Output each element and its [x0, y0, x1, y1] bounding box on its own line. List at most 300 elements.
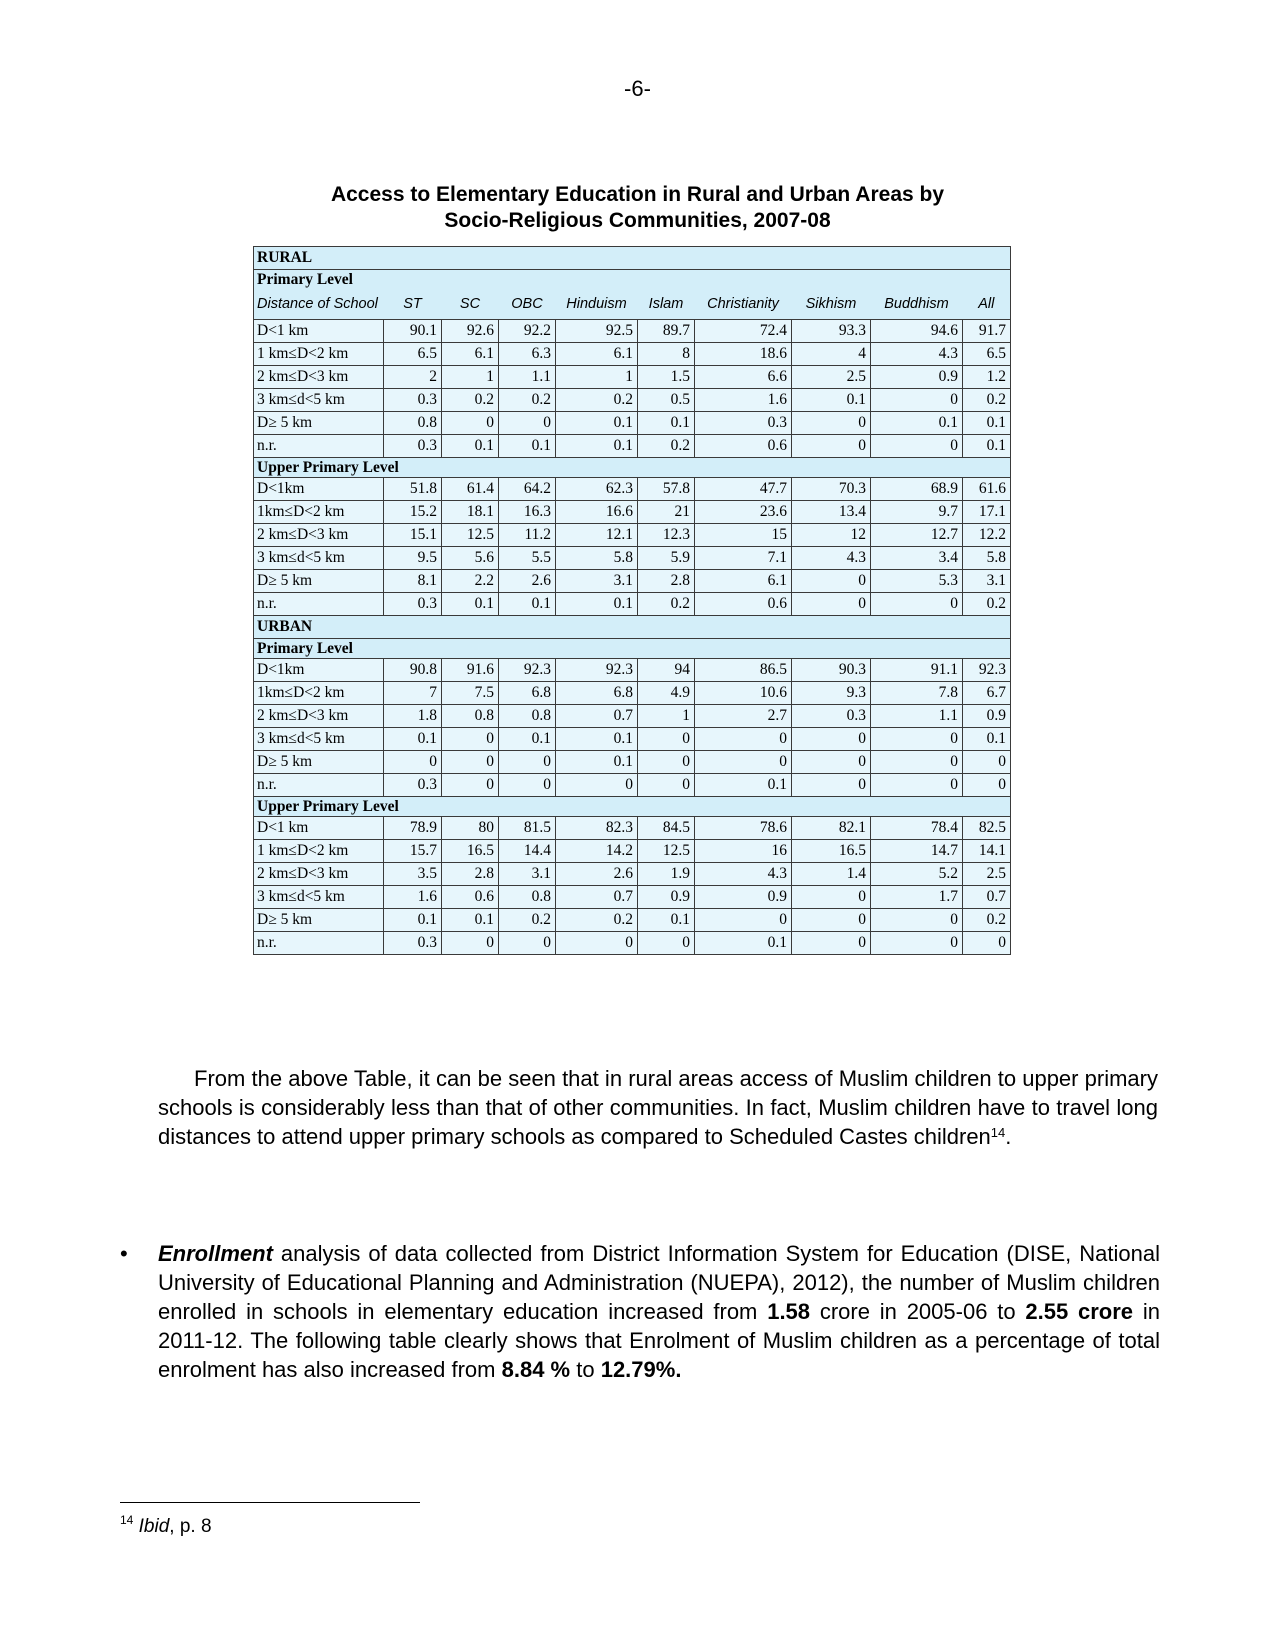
table-cell: 0	[442, 774, 499, 797]
table-cell: 0	[792, 909, 871, 932]
table-cell: 0.2	[499, 909, 556, 932]
table-cell: 18.1	[442, 501, 499, 524]
table-cell: 2.8	[442, 863, 499, 886]
table-row	[254, 705, 1011, 728]
row-label: 2 km≤D<3 km	[254, 366, 384, 389]
table-cell: 5.5	[499, 547, 556, 570]
table-cell: 0	[792, 412, 871, 435]
table-row	[254, 389, 1011, 412]
table-cell: 0	[499, 412, 556, 435]
table-cell: 0	[695, 728, 792, 751]
table-cell: 94	[638, 659, 695, 682]
table-cell: 2.6	[499, 570, 556, 593]
table-cell: 0.3	[384, 435, 442, 458]
table-cell: 5.9	[638, 547, 695, 570]
table-cell: 2.6	[556, 863, 638, 886]
table-cell: 0	[871, 932, 963, 955]
table-cell: 0.6	[695, 435, 792, 458]
table-cell: 0	[871, 728, 963, 751]
table-cell: 0.7	[556, 886, 638, 909]
table-cell: 0.1	[499, 593, 556, 616]
table-cell: 15.7	[384, 840, 442, 863]
table-cell: 1.1	[871, 705, 963, 728]
table-cell: 0	[442, 932, 499, 955]
column-header: Hinduism	[556, 290, 638, 320]
table-cell: 12.1	[556, 524, 638, 547]
table-cell: 8	[638, 343, 695, 366]
level-title: Primary Level	[254, 270, 1011, 290]
table-cell: 0.1	[871, 412, 963, 435]
bullet-text-part3: in 2011-12. The following table clearly shows that Enrolment of Muslim children as a percentage of total enrolment has also increased from	[158, 1299, 1160, 1382]
table-cell: 2.7	[695, 705, 792, 728]
table-cell: 0.1	[442, 909, 499, 932]
table-row	[254, 501, 1011, 524]
table-cell: 0	[871, 435, 963, 458]
table-cell: 0.1	[384, 909, 442, 932]
table-cell: 90.1	[384, 320, 442, 343]
table-cell: 0.1	[556, 593, 638, 616]
table-cell: 0.2	[963, 909, 1011, 932]
table-cell: 0.7	[963, 886, 1011, 909]
table-cell: 13.4	[792, 501, 871, 524]
table-cell: 0.1	[499, 435, 556, 458]
table-cell: 62.3	[556, 478, 638, 501]
table-cell: 0.7	[556, 705, 638, 728]
table-cell: 0	[871, 909, 963, 932]
bullet-enrollment-text	[158, 1239, 1160, 1384]
table-cell: 91.7	[963, 320, 1011, 343]
table-cell: 0.2	[556, 909, 638, 932]
table-cell: 0	[638, 774, 695, 797]
table-cell: 6.5	[963, 343, 1011, 366]
table-cell: 0	[792, 570, 871, 593]
table-cell: 84.5	[638, 817, 695, 840]
table-cell: 82.5	[963, 817, 1011, 840]
table-cell: 0.3	[695, 412, 792, 435]
table-cell: 70.3	[792, 478, 871, 501]
table-cell: 14.1	[963, 840, 1011, 863]
section-title: RURAL	[254, 247, 1011, 270]
table-cell: 0.8	[499, 886, 556, 909]
table-cell: 2	[384, 366, 442, 389]
table-cell: 90.3	[792, 659, 871, 682]
table-row	[254, 570, 1011, 593]
table-row	[254, 840, 1011, 863]
table-row	[254, 863, 1011, 886]
table-row	[254, 320, 1011, 343]
column-header: Christianity	[695, 290, 792, 320]
table-row	[254, 817, 1011, 840]
table-cell: 0.1	[695, 932, 792, 955]
table-cell: 14.4	[499, 840, 556, 863]
row-label: 1 km≤D<2 km	[254, 840, 384, 863]
table-row	[254, 593, 1011, 616]
bullet-lead-word: Enrollment	[158, 1241, 273, 1266]
row-label: 2 km≤D<3 km	[254, 524, 384, 547]
table-row	[254, 366, 1011, 389]
table-cell: 1.2	[963, 366, 1011, 389]
table-cell: 1.4	[792, 863, 871, 886]
row-label: 1 km≤D<2 km	[254, 343, 384, 366]
column-header: Sikhism	[792, 290, 871, 320]
bullet-dot-icon: •	[120, 1241, 128, 1266]
section-title: URBAN	[254, 616, 1011, 639]
table-cell: 0.3	[384, 593, 442, 616]
table-cell: 94.6	[871, 320, 963, 343]
table-cell: 0.1	[963, 412, 1011, 435]
row-label: 1km≤D<2 km	[254, 501, 384, 524]
table-cell: 6.3	[499, 343, 556, 366]
table-title	[250, 182, 1025, 234]
table-cell: 4.3	[871, 343, 963, 366]
bullet-pct-from: 8.84 %	[501, 1357, 571, 1382]
table-cell: 15.2	[384, 501, 442, 524]
table-cell: 1	[556, 366, 638, 389]
table-cell: 0	[638, 728, 695, 751]
table-cell: 7	[384, 682, 442, 705]
row-label: 1km≤D<2 km	[254, 682, 384, 705]
table-cell: 0	[792, 728, 871, 751]
table-cell: 16	[695, 840, 792, 863]
row-label: n.r.	[254, 435, 384, 458]
column-header: All	[963, 290, 1011, 320]
table-cell: 0.2	[556, 389, 638, 412]
table-cell: 1.6	[695, 389, 792, 412]
table-cell: 0.2	[638, 435, 695, 458]
table-cell: 92.3	[556, 659, 638, 682]
table-cell: 0.1	[695, 774, 792, 797]
table-cell: 0.1	[963, 728, 1011, 751]
table-cell: 0	[792, 774, 871, 797]
footnote-number: 14	[120, 1513, 134, 1527]
table-title-line2: Socio-Religious Communities, 2007-08	[444, 209, 831, 232]
table-cell: 1.1	[499, 366, 556, 389]
table-cell: 0.2	[499, 389, 556, 412]
table-cell: 4.3	[792, 547, 871, 570]
level-title: Primary Level	[254, 639, 1011, 659]
table-cell: 0.2	[963, 593, 1011, 616]
table-cell: 0.8	[499, 705, 556, 728]
access-table	[253, 246, 1011, 955]
table-cell: 2.8	[638, 570, 695, 593]
table-cell: 15	[695, 524, 792, 547]
table-cell: 0.1	[638, 412, 695, 435]
table-cell: 64.2	[499, 478, 556, 501]
table-row	[254, 435, 1011, 458]
table-cell: 12	[792, 524, 871, 547]
table-cell: 7.1	[695, 547, 792, 570]
row-label: n.r.	[254, 774, 384, 797]
table-cell: 1.8	[384, 705, 442, 728]
table-cell: 1	[638, 705, 695, 728]
level-title: Upper Primary Level	[254, 458, 1011, 478]
table-cell: 12.3	[638, 524, 695, 547]
table-cell: 0	[695, 909, 792, 932]
table-cell: 0.3	[384, 389, 442, 412]
table-cell: 2.5	[792, 366, 871, 389]
table-cell: 0.2	[963, 389, 1011, 412]
table-row	[254, 682, 1011, 705]
table-cell: 0	[792, 593, 871, 616]
table-cell: 0	[695, 751, 792, 774]
table-cell: 7.8	[871, 682, 963, 705]
table-cell: 6.8	[556, 682, 638, 705]
table-cell: 10.6	[695, 682, 792, 705]
table-cell: 0	[638, 932, 695, 955]
column-header: SC	[442, 290, 499, 320]
table-cell: 0.1	[556, 412, 638, 435]
table-cell: 0.1	[556, 728, 638, 751]
table-row	[254, 886, 1011, 909]
table-cell: 0	[499, 932, 556, 955]
row-label: D<1 km	[254, 320, 384, 343]
table-cell: 0.1	[963, 435, 1011, 458]
bullet-value-2011: 2.55 crore	[1025, 1299, 1134, 1324]
level-title-row	[254, 458, 1011, 478]
table-cell: 0.3	[792, 705, 871, 728]
table-cell: 16.3	[499, 501, 556, 524]
table-cell: 0.1	[499, 728, 556, 751]
table-cell: 15.1	[384, 524, 442, 547]
table-cell: 0	[963, 774, 1011, 797]
table-cell: 0	[871, 774, 963, 797]
table-cell: 0.2	[638, 593, 695, 616]
row-label: 3 km≤d<5 km	[254, 389, 384, 412]
table-cell: 1.5	[638, 366, 695, 389]
table-cell: 14.2	[556, 840, 638, 863]
row-label: D≥ 5 km	[254, 909, 384, 932]
table-cell: 2.2	[442, 570, 499, 593]
table-cell: 4.9	[638, 682, 695, 705]
table-cell: 0.1	[556, 751, 638, 774]
footnote	[120, 1513, 212, 1538]
table-cell: 1.9	[638, 863, 695, 886]
column-header: OBC	[499, 290, 556, 320]
level-title-row	[254, 270, 1011, 290]
page-number: -6-	[624, 76, 651, 101]
table-cell: 0	[871, 593, 963, 616]
table-cell: 9.7	[871, 501, 963, 524]
paragraph-access-end: .	[1005, 1124, 1012, 1149]
level-title: Upper Primary Level	[254, 797, 1011, 817]
table-cell: 16.6	[556, 501, 638, 524]
table-cell: 0	[442, 412, 499, 435]
table-cell: 1.6	[384, 886, 442, 909]
table-cell: 78.6	[695, 817, 792, 840]
table-cell: 0	[556, 932, 638, 955]
table-row	[254, 751, 1011, 774]
bullet-text-part2: crore in 2005-06 to	[810, 1299, 1026, 1324]
table-cell: 11.2	[499, 524, 556, 547]
table-cell: 78.4	[871, 817, 963, 840]
table-cell: 93.3	[792, 320, 871, 343]
level-title-row	[254, 639, 1011, 659]
level-title-row	[254, 797, 1011, 817]
table-cell: 8.1	[384, 570, 442, 593]
row-label: D<1km	[254, 478, 384, 501]
table-row	[254, 728, 1011, 751]
bullet-text-part1: analysis of data collected from District Information System for Education (DISE, National University of Educational Planning and Administration (NUEPA), 2012), the number of Muslim children enrolled in schools in elementary education increased from	[158, 1241, 1160, 1324]
table-cell: 0	[792, 932, 871, 955]
row-label: n.r.	[254, 932, 384, 955]
row-label: 2 km≤D<3 km	[254, 705, 384, 728]
table-cell: 82.1	[792, 817, 871, 840]
table-cell: 2.5	[963, 863, 1011, 886]
table-cell: 9.3	[792, 682, 871, 705]
table-row	[254, 659, 1011, 682]
table-cell: 81.5	[499, 817, 556, 840]
table-cell: 0.9	[695, 886, 792, 909]
table-cell: 0	[499, 774, 556, 797]
table-cell: 0	[792, 435, 871, 458]
table-cell: 0.5	[638, 389, 695, 412]
table-cell: 0	[963, 932, 1011, 955]
table-title-line1: Access to Elementary Education in Rural and Urban Areas by	[330, 183, 945, 206]
table-cell: 16.5	[792, 840, 871, 863]
table-cell: 0	[556, 774, 638, 797]
table-cell: 0.8	[442, 705, 499, 728]
table-cell: 12.5	[442, 524, 499, 547]
table-cell: 91.1	[871, 659, 963, 682]
footnote-source: Ibid	[138, 1516, 170, 1537]
table-row	[254, 478, 1011, 501]
row-label: D≥ 5 km	[254, 570, 384, 593]
table-row	[254, 412, 1011, 435]
row-label: D<1km	[254, 659, 384, 682]
table-cell: 3.1	[556, 570, 638, 593]
table-cell: 0.3	[384, 932, 442, 955]
bullet-enrollment	[120, 1239, 1160, 1384]
table-cell: 0.1	[442, 435, 499, 458]
table-row	[254, 524, 1011, 547]
table-cell: 16.5	[442, 840, 499, 863]
table-cell: 5.8	[556, 547, 638, 570]
table-cell: 0.1	[638, 909, 695, 932]
table-cell: 3.5	[384, 863, 442, 886]
table-cell: 0	[638, 751, 695, 774]
row-label: 3 km≤d<5 km	[254, 886, 384, 909]
row-label: 3 km≤d<5 km	[254, 728, 384, 751]
table-cell: 61.6	[963, 478, 1011, 501]
table-cell: 5.2	[871, 863, 963, 886]
table-cell: 5.3	[871, 570, 963, 593]
table-cell: 0	[499, 751, 556, 774]
table-row	[254, 909, 1011, 932]
table-cell: 4	[792, 343, 871, 366]
column-header: Buddhism	[871, 290, 963, 320]
table-cell: 80	[442, 817, 499, 840]
footnote-rest: , p. 8	[169, 1516, 212, 1537]
bullet-text-part4: to	[570, 1357, 601, 1382]
table-cell: 0	[963, 751, 1011, 774]
table-cell: 92.3	[499, 659, 556, 682]
table-cell: 0	[442, 728, 499, 751]
table-cell: 3.4	[871, 547, 963, 570]
table-cell: 0	[792, 751, 871, 774]
table-cell: 6.5	[384, 343, 442, 366]
table-cell: 92.6	[442, 320, 499, 343]
table-cell: 0.1	[384, 728, 442, 751]
table-row	[254, 547, 1011, 570]
column-header-row	[254, 290, 1011, 320]
row-label: D≥ 5 km	[254, 412, 384, 435]
table-cell: 17.1	[963, 501, 1011, 524]
table-cell: 12.5	[638, 840, 695, 863]
table-cell: 0	[871, 389, 963, 412]
table-cell: 91.6	[442, 659, 499, 682]
table-cell: 3.1	[963, 570, 1011, 593]
row-label: n.r.	[254, 593, 384, 616]
table-cell: 6.1	[556, 343, 638, 366]
table-row	[254, 932, 1011, 955]
table-cell: 68.9	[871, 478, 963, 501]
table-cell: 12.7	[871, 524, 963, 547]
table-cell: 0.9	[963, 705, 1011, 728]
table-cell: 78.9	[384, 817, 442, 840]
table-cell: 90.8	[384, 659, 442, 682]
table-cell: 0.2	[442, 389, 499, 412]
table-cell: 0.9	[871, 366, 963, 389]
row-label: D<1 km	[254, 817, 384, 840]
paragraph-access	[158, 1064, 1158, 1151]
table-cell: 4.3	[695, 863, 792, 886]
table-cell: 0.1	[556, 435, 638, 458]
table-cell: 51.8	[384, 478, 442, 501]
table-cell: 82.3	[556, 817, 638, 840]
table-cell: 6.1	[442, 343, 499, 366]
table-cell: 5.8	[963, 547, 1011, 570]
table-cell: 0	[384, 751, 442, 774]
table-cell: 9.5	[384, 547, 442, 570]
table-cell: 23.6	[695, 501, 792, 524]
table-cell: 14.7	[871, 840, 963, 863]
table-cell: 6.6	[695, 366, 792, 389]
table-cell: 92.3	[963, 659, 1011, 682]
table-cell: 89.7	[638, 320, 695, 343]
table-cell: 0.6	[695, 593, 792, 616]
table-row	[254, 343, 1011, 366]
table-cell: 21	[638, 501, 695, 524]
table-cell: 72.4	[695, 320, 792, 343]
table-cell: 92.2	[499, 320, 556, 343]
table-cell: 0.8	[384, 412, 442, 435]
table-cell: 86.5	[695, 659, 792, 682]
table-cell: 0.6	[442, 886, 499, 909]
column-header: Distance of School	[254, 290, 384, 320]
table-cell: 0.1	[792, 389, 871, 412]
table-cell: 6.8	[499, 682, 556, 705]
table-cell: 0	[792, 886, 871, 909]
row-label: 3 km≤d<5 km	[254, 547, 384, 570]
row-label: D≥ 5 km	[254, 751, 384, 774]
table-cell: 3.1	[499, 863, 556, 886]
footnote-reference: 14	[990, 1125, 1006, 1140]
table-row	[254, 774, 1011, 797]
row-label: 2 km≤D<3 km	[254, 863, 384, 886]
table-cell: 12.2	[963, 524, 1011, 547]
section-header-row	[254, 616, 1011, 639]
table-cell: 0.3	[384, 774, 442, 797]
table-cell: 6.1	[695, 570, 792, 593]
bullet-pct-to: 12.79%.	[600, 1357, 682, 1382]
table-cell: 47.7	[695, 478, 792, 501]
table-cell: 92.5	[556, 320, 638, 343]
table-cell: 57.8	[638, 478, 695, 501]
column-header: ST	[384, 290, 442, 320]
table-cell: 1	[442, 366, 499, 389]
bullet-value-2005: 1.58	[767, 1299, 811, 1324]
table-cell: 7.5	[442, 682, 499, 705]
